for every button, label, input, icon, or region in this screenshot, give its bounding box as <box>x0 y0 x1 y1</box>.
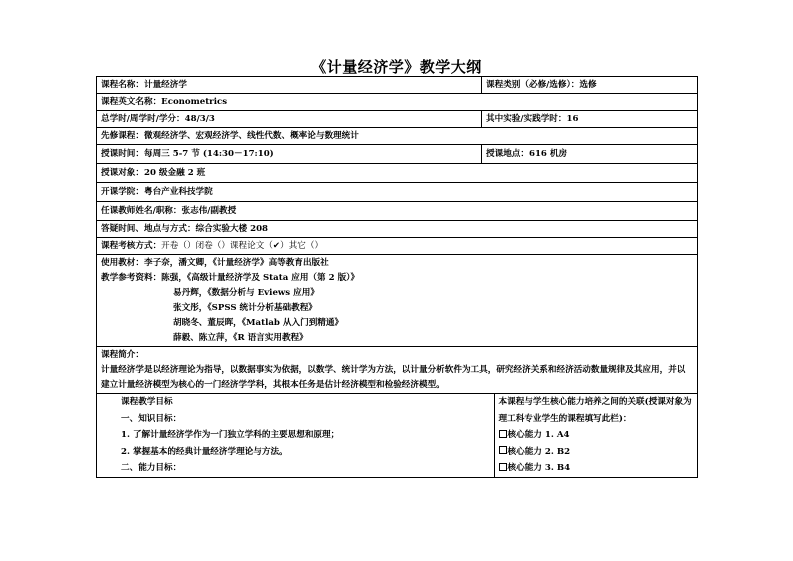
english-name: 课程英文名称：Econometrics <box>97 94 698 111</box>
objectives-header: 课程教学目标 <box>121 397 173 407</box>
teacher: 任课教师姓名/职称：张志伟/副教授 <box>97 202 698 221</box>
lab-hours: 其中实验/实践学时：16 <box>482 111 698 128</box>
objective-item: 一、知识目标： <box>121 413 182 424</box>
competency-item: 核心能力 1. A4 <box>499 427 695 444</box>
teaching-objectives <box>97 394 494 477</box>
competency-item: 核心能力 2. B2 <box>499 444 695 461</box>
objective-item: 2. 掌握基本的经典计量经济学理论与方法。 <box>121 446 288 457</box>
intro-text: 计量经济学是以经济理论为指导，以数据事实为依据，以数学、统计学为方法，以计量分析软件为工具，研究经济关系和经济活动数量规律及其应用，并以建立计量经济模型为核心的一门经济学学科，其根本任务是估计经济模型和检验经济模型。 <box>101 365 686 390</box>
course-type: 课程类别（必修/选修）：选修 <box>482 77 698 94</box>
college: 开课学院：粤台产业科技学院 <box>97 183 698 202</box>
checkbox-icon <box>499 446 507 454</box>
course-intro <box>97 347 698 394</box>
materials <box>97 255 698 347</box>
document-title: 《计量经济学》教学大纲 <box>311 58 482 76</box>
textbook: 使用教材：李子奈，潘文卿，《计量经济学》高等教育出版社 <box>101 258 329 268</box>
competency-mapping <box>494 394 698 477</box>
reference-3: 张文彤，《SPSS 统计分析基础教程》 <box>173 303 317 313</box>
objective-item: 二、能力目标： <box>121 463 182 473</box>
class-time: 授课时间：每周三 5-7 节 (14:30－17:10) <box>97 145 482 164</box>
reference-5: 薛毅、陈立萍，《R 语言实用教程》 <box>173 333 308 343</box>
objective-item: 1. 了解计量经济学作为一门独立学科的主要思想和原理； <box>121 430 340 440</box>
class-place: 授课地点：616 机房 <box>482 145 698 164</box>
prerequisites: 先修课程：微观经济学、宏观经济学、线性代数、概率论与数理统计 <box>97 128 698 145</box>
objectives-section <box>97 394 698 478</box>
competency-header: 本课程与学生核心能力培养之间的关联(授课对象为理工科专业学生的课程填写此栏)： <box>498 397 692 424</box>
total-hours: 总学时/周学时/学分：48/3/3 <box>97 111 482 128</box>
qa-time: 答疑时间、地点与方式：综合实验大楼 208 <box>97 221 698 238</box>
course-name: 课程名称：计量经济学 <box>97 77 482 94</box>
checkbox-icon <box>499 430 507 438</box>
audience: 授课对象：20 级金融 2 班 <box>97 164 698 183</box>
exam-label: 课程考核方式： <box>101 240 162 251</box>
competency-item: 核心能力 3. B4 <box>499 460 695 477</box>
intro-label: 课程简介： <box>101 350 144 360</box>
reference-2: 易丹辉，《数据分析与 Eviews 应用》 <box>173 288 319 298</box>
reference-1: 教学参考资料：陈强，《高级计量经济学及 Stata 应用（第 2 版）》 <box>101 273 360 283</box>
exam-options: 开卷（）闭卷（）课程论文（✔）其它（） <box>161 240 324 251</box>
reference-4: 胡晓冬、董辰晖，《Matlab 从入门到精通》 <box>173 318 344 328</box>
syllabus-table <box>96 76 698 478</box>
checkbox-icon <box>499 463 507 471</box>
exam-method <box>97 238 698 255</box>
